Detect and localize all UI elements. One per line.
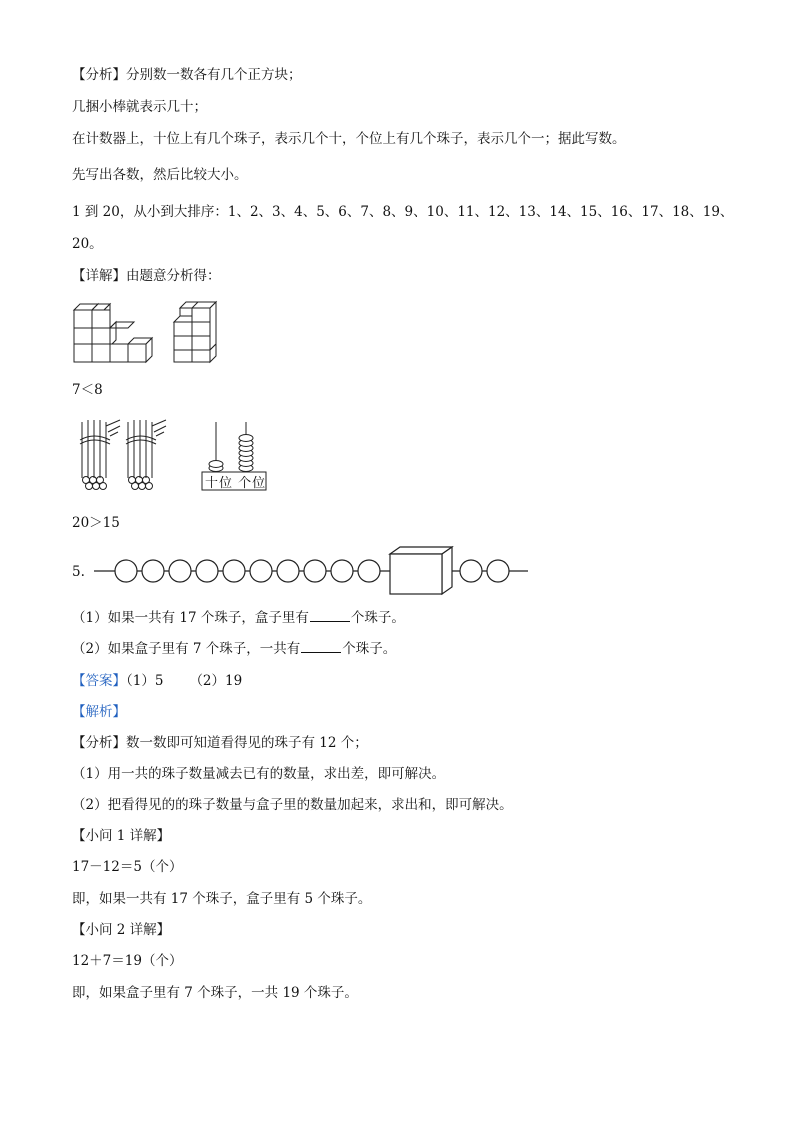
analysis-line-2: 几捆小棒就表示几十； — [72, 99, 207, 115]
analysis-line-6: 20。 — [72, 236, 103, 252]
analysis-line-4: 先写出各数，然后比较大小。 — [72, 167, 248, 183]
answer-blank-1 — [310, 609, 350, 622]
jiexi-tag: 【解析】 — [72, 704, 126, 720]
q5-analysis-p1: （1）用一共的珠子数量减去已有的数量，求出差，即可解决。 — [72, 766, 446, 782]
question-part-2 — [72, 640, 396, 658]
sub2-heading: 【小问 2 详解】 — [72, 922, 171, 938]
compare-2: 20＞15 — [72, 515, 120, 531]
part2-text: （2）如果盒子里有 7 个珠子，一共有 — [72, 641, 301, 657]
abacus-label: 十位 个位 — [205, 476, 267, 491]
beads-string-image — [94, 546, 528, 596]
part2-suffix: 个珠子。 — [342, 641, 397, 657]
answer-2: （2）19 — [189, 673, 243, 689]
sub1-heading: 【小问 1 详解】 — [72, 828, 171, 844]
cube-figure-right — [172, 298, 222, 364]
answer-tag: 【答案】 — [72, 673, 126, 689]
answer-line — [72, 672, 242, 690]
analysis-line-3: 在计数器上，十位上有几个珠子，表示几个十，个位上有几个珠子，表示几个一；据此写数。 — [72, 131, 626, 147]
sub1-conclusion: 即，如果一共有 17 个珠子，盒子里有 5 个珠子。 — [72, 891, 372, 907]
question-number: 5. — [72, 564, 85, 580]
compare-1: 7＜8 — [72, 382, 103, 398]
part1-suffix: 个珠子。 — [350, 610, 405, 626]
q5-analysis: 【分析】数一数即可知道看得见的珠子有 12 个； — [72, 735, 368, 751]
answer-blank-2 — [301, 640, 341, 653]
cube-figure-left — [74, 300, 154, 362]
sub2-equation: 12＋7＝19（个） — [72, 953, 183, 969]
q5-analysis-p2: （2）把看得见的的珠子数量与盒子里的数量加起来，求出和，即可解决。 — [72, 797, 513, 813]
stick-bundles-image — [76, 418, 172, 494]
part1-text: （1）如果一共有 17 个珠子，盒子里有 — [72, 610, 309, 626]
question-part-1 — [72, 609, 405, 627]
detail-heading: 【详解】由题意分析得： — [72, 268, 221, 284]
analysis-line-5: 1 到 20，从小到大排序：1、2、3、4、5、6、7、8、9、10、11、12、13、14、15、16、17、18、19、 — [72, 204, 734, 220]
sub2-conclusion: 即，如果盒子里有 7 个珠子，一共 19 个珠子。 — [72, 985, 358, 1001]
answer-1: （1）5 — [126, 673, 164, 689]
analysis-line-1: 【分析】分别数一数各有几个正方块； — [72, 67, 302, 83]
sub1-equation: 17－12＝5（个） — [72, 859, 183, 875]
